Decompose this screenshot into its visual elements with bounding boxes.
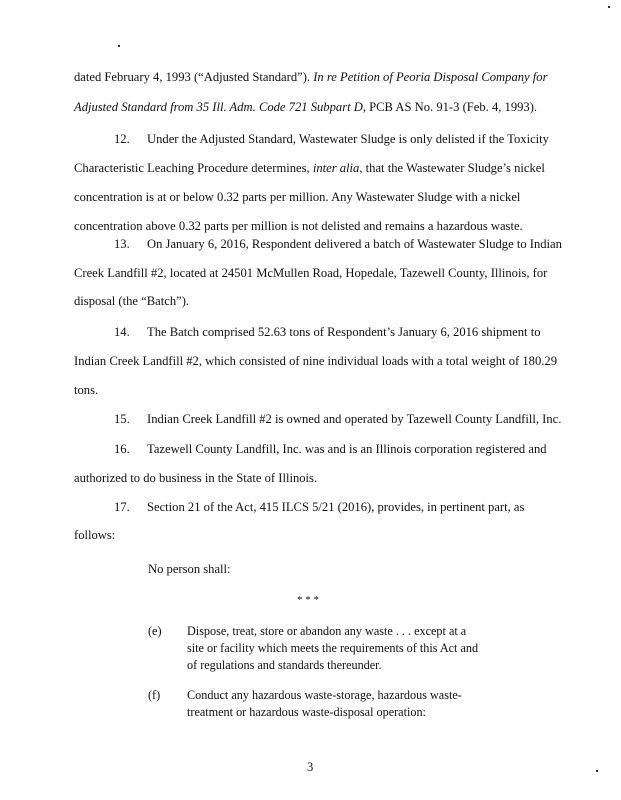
paragraph-number: 16. (114, 442, 130, 456)
text-line (74, 100, 537, 115)
text: dated February 4, 1993 (“Adjusted Standard”). (74, 70, 314, 84)
text-line: Dispose, treat, store or abandon any waste . . . except at a (187, 624, 467, 638)
text-line: tons. (74, 383, 99, 397)
text-line: concentration is at or below 0.32 parts per million. Any Wastewater Sludge with a nickel (74, 190, 521, 204)
text-line: Creek Landfill #2, located at 24501 McMullen Road, Hopedale, Tazewell County, Illinois, for (74, 266, 548, 280)
text-line: The Batch comprised 52.63 tons of Respondent’s January 6, 2016 shipment to (147, 325, 541, 339)
text-line: site or facility which meets the requirements of this Act and (187, 641, 479, 655)
text-line: Section 21 of the Act, 415 ILCS 5/21 (2016), provides, in pertinent part, as (147, 500, 525, 514)
text: , PCB AS No. 91-3 (Feb. 4, 1993). (362, 100, 538, 114)
text: inter alia (312, 161, 360, 175)
text: Characteristic Leaching Procedure determines, (74, 161, 313, 175)
text-line: Conduct any hazardous waste-storage, hazardous waste- (187, 688, 462, 702)
text-line (74, 70, 547, 85)
text-line: authorized to do business in the State of Illinois. (74, 471, 318, 485)
paragraph-number: 13. (114, 237, 130, 251)
text-line: Indian Creek Landfill #2 is owned and operated by Tazewell County Landfill, Inc. (147, 412, 562, 426)
paragraph-number: 12. (114, 132, 130, 146)
scan-speck (596, 770, 598, 772)
text-line: follows: (74, 528, 116, 542)
text-line (74, 161, 545, 176)
case-citation: Adjusted Standard from 35 Ill. Adm. Code 721 Subpart D (74, 100, 363, 114)
text-line: On January 6, 2016, Respondent delivered a batch of Wastewater Sludge to Indian (147, 237, 562, 251)
list-label: (f) (148, 688, 161, 702)
text-line: disposal (the “Batch”). (74, 294, 190, 308)
paragraph-number: 17. (114, 500, 130, 514)
scan-speck (118, 45, 120, 47)
quote-intro: No person shall: (148, 562, 231, 576)
text-line: Tazewell County Landfill, Inc. was and is an Illinois corporation registered and (147, 442, 547, 456)
ellipsis-stars: * * * (297, 594, 319, 606)
paragraph-number: 14. (114, 325, 130, 339)
case-citation: In re Petition of Peoria Disposal Company for (313, 70, 548, 84)
list-label: (e) (148, 624, 162, 638)
text: , that the Wastewater Sludge’s nickel (359, 161, 545, 175)
text-line: of regulations and standards thereunder. (187, 658, 382, 672)
text-line: treatment or hazardous waste-disposal operation: (187, 705, 426, 719)
page-number: 3 (307, 760, 314, 774)
paragraph-number: 15. (114, 412, 130, 426)
text-line: Indian Creek Landfill #2, which consisted of nine individual loads with a total weight of 180.29 (74, 354, 558, 368)
scan-speck (608, 6, 610, 8)
text-line: Under the Adjusted Standard, Wastewater Sludge is only delisted if the Toxicity (147, 132, 549, 146)
text-line: concentration above 0.32 parts per million is not delisted and remains a hazardous waste. (74, 219, 523, 233)
